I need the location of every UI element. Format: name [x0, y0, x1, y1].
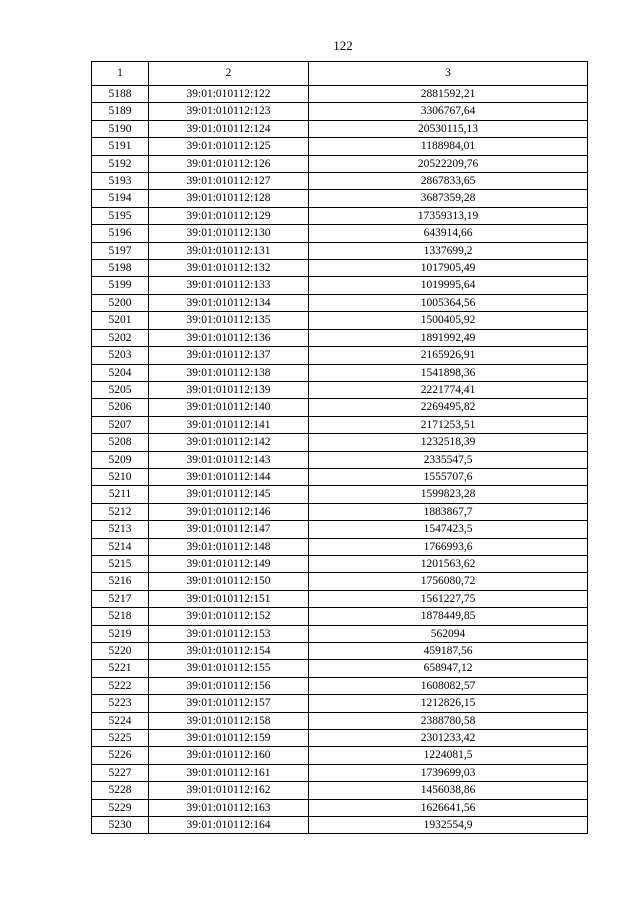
cadastral-number-cell: 39:01:010112:143: [149, 451, 309, 468]
cadastral-number-cell: 39:01:010112:157: [149, 695, 309, 712]
row-number-cell: 5216: [92, 573, 149, 590]
cadastral-value-table: [91, 61, 588, 834]
cadastral-number-cell: 39:01:010112:160: [149, 747, 309, 764]
table-row: [92, 399, 588, 416]
cadastral-number-cell: 39:01:010112:152: [149, 608, 309, 625]
cadastral-number-cell: 39:01:010112:146: [149, 503, 309, 520]
cadastral-number-cell: 39:01:010112:151: [149, 590, 309, 607]
row-number-cell: 5225: [92, 730, 149, 747]
table-row: [92, 468, 588, 485]
row-number-cell: 5209: [92, 451, 149, 468]
row-number-cell: 5206: [92, 399, 149, 416]
value-cell: 1599823,28: [309, 486, 588, 503]
row-number-cell: 5217: [92, 590, 149, 607]
row-number-cell: 5203: [92, 347, 149, 364]
cadastral-number-cell: 39:01:010112:158: [149, 712, 309, 729]
value-cell: 3306767,64: [309, 103, 588, 120]
value-cell: 3687359,28: [309, 190, 588, 207]
cadastral-number-cell: 39:01:010112:136: [149, 329, 309, 346]
table-row: [92, 625, 588, 642]
table-row: [92, 277, 588, 294]
row-number-cell: 5210: [92, 468, 149, 485]
row-number-cell: 5219: [92, 625, 149, 642]
row-number-cell: 5215: [92, 555, 149, 572]
table-row: [92, 747, 588, 764]
cadastral-number-cell: 39:01:010112:140: [149, 399, 309, 416]
table-row: [92, 364, 588, 381]
value-cell: 1883867,7: [309, 503, 588, 520]
table-row: [92, 329, 588, 346]
value-cell: 20530115,13: [309, 120, 588, 137]
table-body: [92, 86, 588, 834]
row-number-cell: 5195: [92, 207, 149, 224]
table-row: [92, 416, 588, 433]
row-number-cell: 5197: [92, 242, 149, 259]
cadastral-number-cell: 39:01:010112:150: [149, 573, 309, 590]
table-row: [92, 173, 588, 190]
table-row: [92, 190, 588, 207]
cadastral-number-cell: 39:01:010112:144: [149, 468, 309, 485]
cadastral-number-cell: 39:01:010112:122: [149, 86, 309, 103]
value-cell: 2301233,42: [309, 730, 588, 747]
table-row: [92, 451, 588, 468]
table-row: [92, 590, 588, 607]
cadastral-number-cell: 39:01:010112:148: [149, 538, 309, 555]
value-cell: 1547423,5: [309, 521, 588, 538]
cadastral-number-cell: 39:01:010112:139: [149, 381, 309, 398]
value-cell: 2388780,58: [309, 712, 588, 729]
table-row: [92, 260, 588, 277]
row-number-cell: 5212: [92, 503, 149, 520]
row-number-cell: 5224: [92, 712, 149, 729]
cadastral-number-cell: 39:01:010112:153: [149, 625, 309, 642]
row-number-cell: 5204: [92, 364, 149, 381]
table-row: [92, 555, 588, 572]
page-number: 122: [333, 38, 353, 53]
value-cell: 1756080,72: [309, 573, 588, 590]
row-number-cell: 5207: [92, 416, 149, 433]
table-row: [92, 207, 588, 224]
table-row: [92, 712, 588, 729]
column-header-1: 1: [92, 62, 149, 86]
row-number-cell: 5213: [92, 521, 149, 538]
value-cell: 1561227,75: [309, 590, 588, 607]
table-row: [92, 138, 588, 155]
table-row: [92, 782, 588, 799]
value-cell: 1201563,62: [309, 555, 588, 572]
cadastral-number-cell: 39:01:010112:133: [149, 277, 309, 294]
value-cell: 1891992,49: [309, 329, 588, 346]
row-number-cell: 5190: [92, 120, 149, 137]
value-cell: 2335547,5: [309, 451, 588, 468]
value-cell: 643914,66: [309, 225, 588, 242]
table-row: [92, 608, 588, 625]
table-row: [92, 347, 588, 364]
value-cell: 562094: [309, 625, 588, 642]
value-cell: 1017905,49: [309, 260, 588, 277]
table-row: [92, 155, 588, 172]
value-cell: 1878449,85: [309, 608, 588, 625]
cadastral-number-cell: 39:01:010112:145: [149, 486, 309, 503]
value-cell: 1555707,6: [309, 468, 588, 485]
table-row: [92, 434, 588, 451]
value-cell: 1005364,56: [309, 294, 588, 311]
row-number-cell: 5222: [92, 677, 149, 694]
value-cell: 2171253,51: [309, 416, 588, 433]
value-cell: 459187,56: [309, 643, 588, 660]
table-row: [92, 225, 588, 242]
row-number-cell: 5227: [92, 764, 149, 781]
table-row: [92, 817, 588, 834]
table-row: [92, 312, 588, 329]
cadastral-number-cell: 39:01:010112:137: [149, 347, 309, 364]
cadastral-number-cell: 39:01:010112:141: [149, 416, 309, 433]
cadastral-number-cell: 39:01:010112:134: [149, 294, 309, 311]
row-number-cell: 5189: [92, 103, 149, 120]
table-row: [92, 538, 588, 555]
cadastral-number-cell: 39:01:010112:156: [149, 677, 309, 694]
table-row: [92, 643, 588, 660]
cadastral-number-cell: 39:01:010112:129: [149, 207, 309, 224]
cadastral-number-cell: 39:01:010112:123: [149, 103, 309, 120]
value-cell: 1232518,39: [309, 434, 588, 451]
table-row: [92, 486, 588, 503]
cadastral-number-cell: 39:01:010112:127: [149, 173, 309, 190]
table-row: [92, 503, 588, 520]
row-number-cell: 5188: [92, 86, 149, 103]
table-header: [92, 62, 588, 86]
value-cell: 1739699,03: [309, 764, 588, 781]
value-cell: 20522209,76: [309, 155, 588, 172]
table-row: [92, 120, 588, 137]
row-number-cell: 5230: [92, 817, 149, 834]
table-row: [92, 764, 588, 781]
table-row: [92, 381, 588, 398]
row-number-cell: 5202: [92, 329, 149, 346]
row-number-cell: 5226: [92, 747, 149, 764]
value-cell: 1212826,15: [309, 695, 588, 712]
value-cell: 17359313,19: [309, 207, 588, 224]
header-row: [92, 62, 588, 86]
value-cell: 2165926,91: [309, 347, 588, 364]
value-cell: 1188984,01: [309, 138, 588, 155]
value-cell: 1541898,36: [309, 364, 588, 381]
value-cell: 1500405,92: [309, 312, 588, 329]
cadastral-number-cell: 39:01:010112:138: [149, 364, 309, 381]
row-number-cell: 5229: [92, 799, 149, 816]
row-number-cell: 5208: [92, 434, 149, 451]
row-number-cell: 5193: [92, 173, 149, 190]
table-row: [92, 695, 588, 712]
table-row: [92, 573, 588, 590]
row-number-cell: 5201: [92, 312, 149, 329]
cadastral-number-cell: 39:01:010112:159: [149, 730, 309, 747]
table-row: [92, 294, 588, 311]
cadastral-number-cell: 39:01:010112:128: [149, 190, 309, 207]
row-number-cell: 5223: [92, 695, 149, 712]
cadastral-number-cell: 39:01:010112:142: [149, 434, 309, 451]
value-cell: 658947,12: [309, 660, 588, 677]
cadastral-number-cell: 39:01:010112:131: [149, 242, 309, 259]
value-cell: 1224081,5: [309, 747, 588, 764]
table-row: [92, 521, 588, 538]
row-number-cell: 5191: [92, 138, 149, 155]
table-row: [92, 86, 588, 103]
row-number-cell: 5214: [92, 538, 149, 555]
table-row: [92, 103, 588, 120]
row-number-cell: 5211: [92, 486, 149, 503]
cadastral-number-cell: 39:01:010112:154: [149, 643, 309, 660]
cadastral-number-cell: 39:01:010112:149: [149, 555, 309, 572]
column-header-2: 2: [149, 62, 309, 86]
row-number-cell: 5205: [92, 381, 149, 398]
value-cell: 1456038,86: [309, 782, 588, 799]
cadastral-number-cell: 39:01:010112:130: [149, 225, 309, 242]
value-cell: 1019995,64: [309, 277, 588, 294]
cadastral-number-cell: 39:01:010112:132: [149, 260, 309, 277]
row-number-cell: 5228: [92, 782, 149, 799]
value-cell: 1932554,9: [309, 817, 588, 834]
row-number-cell: 5196: [92, 225, 149, 242]
value-cell: 1337699,2: [309, 242, 588, 259]
row-number-cell: 5221: [92, 660, 149, 677]
table-row: [92, 242, 588, 259]
value-cell: 2867833,65: [309, 173, 588, 190]
value-cell: 1626641,56: [309, 799, 588, 816]
value-cell: 2269495,82: [309, 399, 588, 416]
cadastral-number-cell: 39:01:010112:124: [149, 120, 309, 137]
cadastral-number-cell: 39:01:010112:125: [149, 138, 309, 155]
cadastral-number-cell: 39:01:010112:161: [149, 764, 309, 781]
value-cell: 2221774,41: [309, 381, 588, 398]
row-number-cell: 5198: [92, 260, 149, 277]
cadastral-number-cell: 39:01:010112:126: [149, 155, 309, 172]
row-number-cell: 5194: [92, 190, 149, 207]
table-row: [92, 677, 588, 694]
row-number-cell: 5199: [92, 277, 149, 294]
value-cell: 2881592,21: [309, 86, 588, 103]
cadastral-number-cell: 39:01:010112:163: [149, 799, 309, 816]
table-row: [92, 799, 588, 816]
row-number-cell: 5218: [92, 608, 149, 625]
cadastral-number-cell: 39:01:010112:164: [149, 817, 309, 834]
cadastral-number-cell: 39:01:010112:162: [149, 782, 309, 799]
row-number-cell: 5200: [92, 294, 149, 311]
row-number-cell: 5220: [92, 643, 149, 660]
cadastral-number-cell: 39:01:010112:147: [149, 521, 309, 538]
row-number-cell: 5192: [92, 155, 149, 172]
table-row: [92, 730, 588, 747]
cadastral-number-cell: 39:01:010112:135: [149, 312, 309, 329]
value-cell: 1608082,57: [309, 677, 588, 694]
value-cell: 1766993,6: [309, 538, 588, 555]
cadastral-number-cell: 39:01:010112:155: [149, 660, 309, 677]
column-header-3: 3: [309, 62, 588, 86]
table-row: [92, 660, 588, 677]
